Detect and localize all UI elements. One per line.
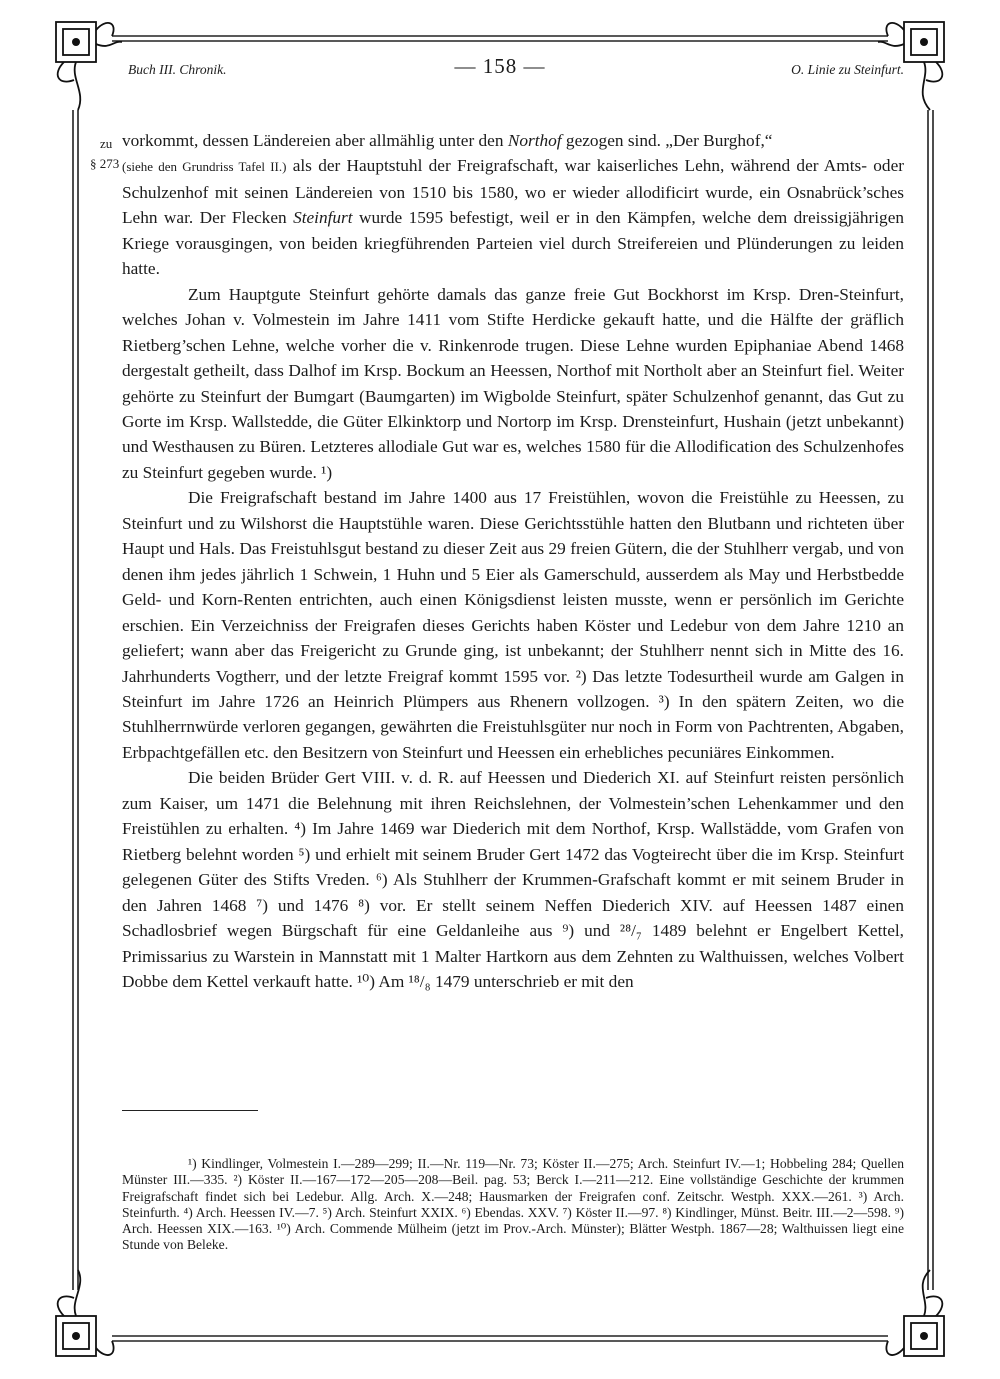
- main-text: [122, 128, 904, 994]
- margin-note-section: § 273: [90, 156, 120, 171]
- paragraph-3: Die Freigrafschaft bestand im Jahre 1400 aus 17 Freistühlen, wovon die Freistühle zu Heessen, zu Steinfurt und zu Wilshorst die Hauptstühle waren. Diese Gerichtsstühle hatten den Blutbann und richteten über Haupt und Hals. Das Freistuhlsgut bestand zu dieser Zeit aus 29 freien Gütern, die der Stuhlherr vergab, und von denen ihm jedes jährlich 1 Schwein, 1 Huhn und 5 Eier als Gamerschuld, ausserdem als May und Herbstbedde Geld- und Korn-Renten entrichten, auch einen Königsdienst leisten musste, wenn er persönlich im Gerichte erschien. Ein Verzeichniss der Freigrafen dieses Gerichts haben Köster und Ledebur von dem Jahre 1210 an geliefert; wann aber das Freigericht zu Grunde ging, ist unbekannt; der Stuhlherr nennt sich in Mitte des 16. Jahrhunderts Vogtherr, und der letzte Freigraf kommt 1595 vor. ²) Das letzte Todesurtheil wurde am Galgen in Steinfurt im Jahre 1726 an Heinrich Plümpers aus Rhenern vollzogen. ³) In den spätern Zeiten, wo die Stuhlherrnwürde verloren gegangen, gewährten die Freistuhlsgüter nur noch in Form von Pachtrenten, Abgaben, Erbpachtgefällen etc. den Besitzern von Steinfurt und Heessen ein erhebliches pecuniäres Einkommen.: [122, 488, 904, 762]
- paragraph-4: Die beiden Brüder Gert VIII. v. d. R. auf Heessen und Diederich XI. auf Steinfurt reisten persönlich zum Kaiser, um 1471 die Belehnung mit ihren Reichslehnen, der Volmestein’schen Lehenkammer und den Freistühlen zu erhalten. ⁴) Im Jahre 1469 war Diederich mit dem Northof, Krsp. Wallstädde, vom Grafen von Rietberg belehnt worden ⁵) und erhielt mit seinem Bruder Gert 1472 das Vogteirecht über die im Krsp. Steinfurt gelegenen Güter des Stifts Vreden. ⁶) Als Stuhlherr der Krummen-Grafschaft kommt er mit seinem Bruder in den Jahren 1468 ⁷) und 1476 ⁸) vor. Er stellt seinem Neffen Diederich XIV. auf Heessen 1487 einen Schadlosbrief wegen Bürgschaft für eine Geldanleihe aus ⁹) und ²⁸/₇ 1489 belehnt er Engelbert Kettel, Primissarius zu Warstein in Mannstatt mit 1 Malter Hartkorn aus dem Zehnten zu Walthuissen, welches Volbert Dobbe dem Kettel verkauft hatte. ¹⁰) Am ¹⁸/₈ 1479 unterschrieb er mit den: [122, 768, 904, 991]
- paragraph-2: Zum Hauptgute Steinfurt gehörte damals das ganze freie Gut Bockhorst im Krsp. Dren-Steinfurt, welches Johan v. Volmestein im Jahre 1411 vom Stifte Herdicke gekauft hatte, und die Hälfte der gräflich Rietberg’schen Lehne, welche vorher die v. Rinkenrode trugen. Diese Lehne wurden Epiphaniae Abend 1468 dergestalt getheilt, dass Dalhof im Krsp. Bockum an Heessen, Northof mit Northolt aber an Steinfurt fiel. Weiter gehörte zu Steinfurt der Bumgart (Baumgarten) im Wigbolde Steinfurt, später Schulzenhof genannt, das Gut zu Gorte im Krsp. Wallstedde, die Güter Elkinktorp und Nortorp im Krsp. Drensteinfurt, Hushain (jetzt unbekannt) und Westhausen zu Büren. Letzteres allodiale Gut war es, welches 1580 für die Allodification des Schulzenhofes zu Steinfurt gegeben wurde. ¹): [122, 284, 904, 482]
- footnote-text: ¹) Kindlinger, Volmestein I.—289—299; II.—Nr. 119—Nr. 73; Köster II.—275; Arch. Steinfurt IV.—1; Hobbeling 284; Quellen Münster III.—335. ²) Köster II.—167—172—205—208—Beil. pag. 53; Berck I.—211—212. Eine vollständige Geschichte der krummen Freigrafschaft findet sich bei Ledebur. Allg. Arch. X.—248; Hausmarken der Freigrafen conf. Zeitschr. Westph. XXX.—261. ³) Arch. Steinfurth. ⁴) Arch. Heessen IV.—7. ⁵) Arch. Steinfurt XXIX. ⁶) Ebendas. XXV. ⁷) Köster II.—97. ⁸) Kindlinger, Münst. Beitr. III.—2—598. ⁹) Arch. Heessen XIX.—163. ¹⁰) Arch. Commende Mülheim (jetzt im Prov.-Arch. Münster); Blätter Westph. 1867—28; Walthuissen liegt eine Stunde von Beleke.: [122, 1156, 904, 1253]
- running-head-left: Buch III. Chronik.: [128, 62, 227, 77]
- page-number: — 158 —: [454, 54, 546, 78]
- margin-note-zu: zu: [100, 136, 113, 151]
- paragraph-1: vorkommt, dessen Ländereien aber allmählig unter den Northof gezogen sind. „Der Burghof,“ (siehe den Grundriss Tafel II.) als der Hauptstuhl der Freigrafschaft, war kaiserliches Lehn, während der Amts- oder Schulzenhof mit seinen Ländereien von 1510 bis 1580, wo er wieder allodificirt wurde, ein Osnabrück’sches Lehn war. Der Flecken Steinfurt wurde 1595 befestigt, weil er in den Kämpfen, welche dem dreissigjährigen Kriege vorausgingen, von beiden kriegführenden Parteien viel durch Streifereien und Plünderungen zu leiden hatte.: [122, 131, 905, 279]
- footnote-rule: [122, 1110, 258, 1111]
- running-head-right: O. Linie zu Steinfurt.: [791, 62, 904, 77]
- footnotes: [122, 1156, 904, 1254]
